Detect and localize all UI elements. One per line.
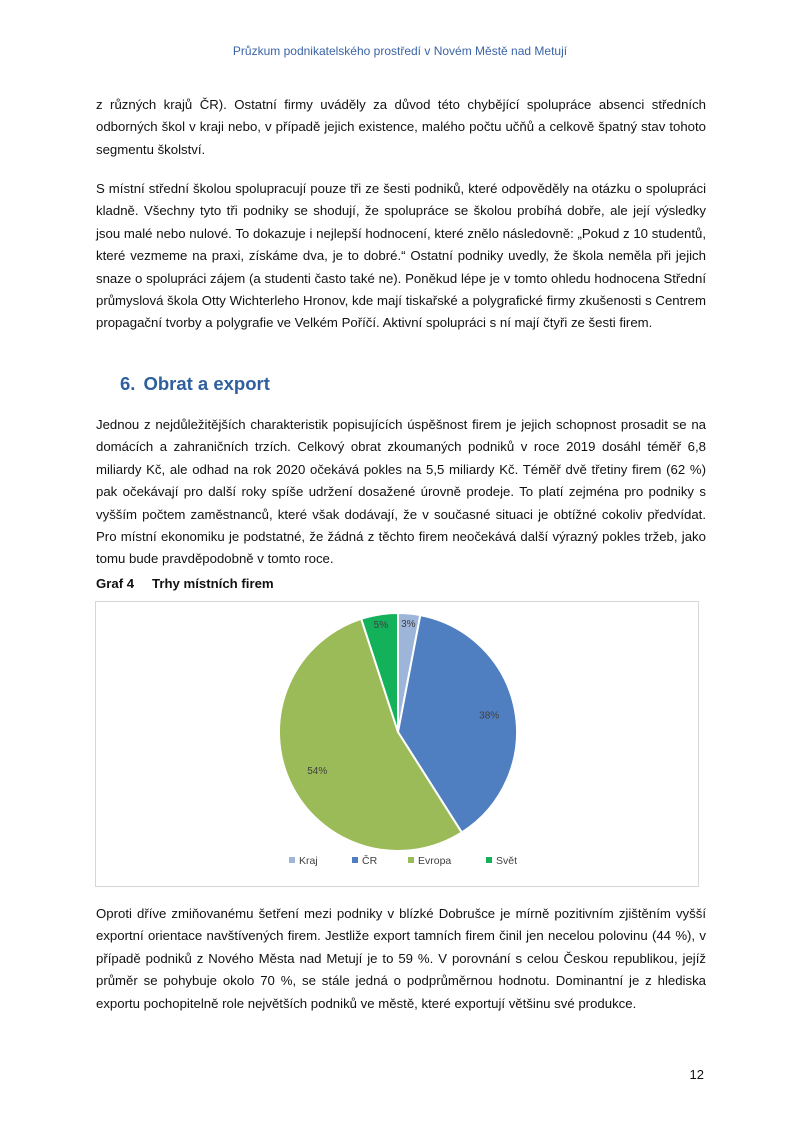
legend-swatch-evropa (408, 857, 414, 863)
legend-swatch-cr (352, 857, 358, 863)
data-label-cr: 38% (479, 710, 500, 722)
data-label-svet: 5% (373, 619, 389, 631)
running-header: Průzkum podnikatelského prostředí v Novém Městě nad Metují (232, 44, 568, 58)
legend-label-evropa: Evropa (418, 855, 452, 867)
data-label-evropa: 54% (307, 766, 328, 778)
paragraph-3: Jednou z nejdůležitějších charakteristik popisujících úspěšnost firem je jejich schopnost prosadit se na domácích a zahraničních trzích. Celkový obrat zkoumaných podniků v roce 2019 dosáhl téměř 6,8 miliardy Kč, ale odhad na rok 2020 očekává pokles na 5,5 miliardy Kč. Téměř dvě třetiny firem (62 %) pak očekávají pro další roky spíše udržení dosažené úrovně prodeje. To platí zejména pro podniky s vyšším počtem zaměstnanců, které však dodávají, že v současné situaci je obtížné cokoliv předvídat. Pro místní ekonomiku je podstatné, že žádná z těchto firem neočekává další výrazný pokles tržeb, jako tomu bude pravděpodobně v tomto roce. (96, 417, 706, 567)
section-title: Obrat a export (143, 373, 270, 394)
pie-chart-canvas (96, 602, 700, 888)
paragraph-1: z různých krajů ČR). Ostatní firmy uváděly za důvod této chybějící spolupráce absenci středních odborných škol v kraji nebo, v případě jejich existence, malého počtu učňů a celkově špatný stav tohoto segmentu školství. (96, 97, 706, 157)
legend-label-cr: ČR (362, 855, 378, 867)
pie-chart (95, 601, 699, 887)
paragraph-4: Oproti dříve zmiňovanému šetření mezi podniky v blízké Dobrušce je mírně pozitivním zjištěním vyšší exportní orientace navštívených firem. Jestliže export tamních firem činil jen necelou polovinu (44 %), v případě podniků z Nového Města nad Metují je to 59 %. V porovnání s celou Českou republikou, jejíž průměr se pohybuje okolo 70 %, se stále jedná o podprůměrnou hodnotu. Dominantní je z hlediska exportu pochopitelně role největších podniků ve městě, které exportují většinu své produkce. (96, 906, 706, 1011)
data-label-kraj: 3% (401, 619, 416, 631)
section-heading (120, 373, 270, 395)
figure-caption (96, 576, 274, 591)
section-number: 6. (120, 373, 136, 394)
figure-label: Graf 4 (96, 576, 135, 591)
legend-label-svet: Svět (496, 855, 518, 867)
legend-label-kraj: Kraj (299, 855, 318, 867)
legend-swatch-kraj (289, 857, 295, 863)
legend-swatch-svet (486, 857, 492, 863)
figure-title: Trhy místních firem (152, 576, 274, 591)
page-number: 12 (689, 1067, 704, 1082)
paragraph-2: S místní střední školou spolupracují pouze tři ze šesti podniků, které odpověděly na otázku o spolupráci kladně. Všechny tyto tři podniky se shodují, že spolupráce se školou probíhá dobře, ale její výsledky jsou malé nebo nulové. To dokazuje i nejlepší hodnocení, které znělo následovně: „Pokud z 10 studentů, které vezmeme na praxi, získáme dva, je to dobré.“ Ostatní podniky uvedly, že škola neměla při jejich snaze o spolupráci zájem (a studenti často také ne). Poněkud lépe je v tomto ohledu hodnocena Střední průmyslová škola Otty Wichterleho Hronov, kde mají tiskařské a polygrafické firmy zkušenosti s Centrem propagační tvorby a polygrafie ve Velkém Poříčí. Aktivní spolupráci s ní mají čtyři ze šesti firem. (96, 181, 706, 331)
